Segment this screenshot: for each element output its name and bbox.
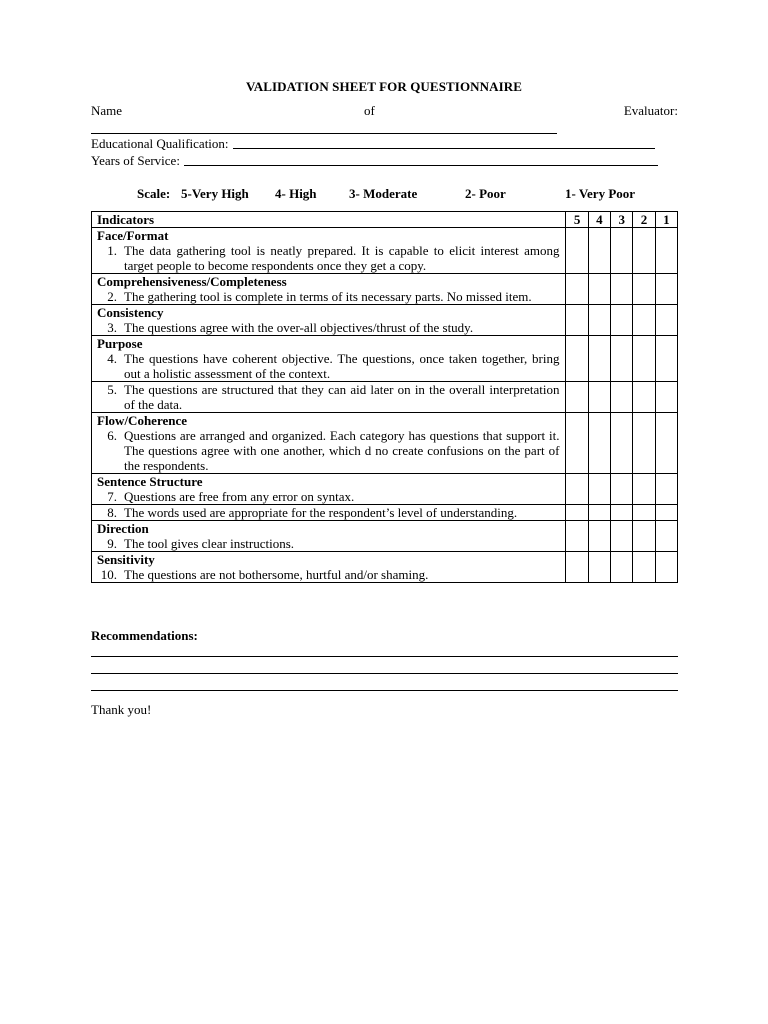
item-5-1-score-3-cell[interactable]: [611, 505, 633, 521]
indicator-text: The questions agree with the over-all objectives/thrust of the study.: [124, 320, 474, 335]
item-2-0-score-5-cell[interactable]: [566, 305, 588, 336]
indicator-item: [97, 536, 559, 551]
indicator-item: [97, 428, 559, 473]
item-0-0-score-2-cell[interactable]: [633, 228, 655, 274]
score-header-2: 2: [633, 212, 655, 228]
indicator-cell: [92, 274, 566, 305]
item-4-0-score-3-cell[interactable]: [611, 413, 633, 474]
item-3-0-score-4-cell[interactable]: [588, 336, 610, 382]
evaluator-label: Evaluator:: [623, 103, 678, 118]
indicator-cell: [92, 336, 566, 382]
item-5-1-score-5-cell[interactable]: [566, 505, 588, 521]
indicator-number: 7.: [107, 489, 117, 504]
item-1-0-score-1-cell[interactable]: [655, 274, 677, 305]
indicator-number: 5.: [107, 382, 117, 397]
indicator-item: [97, 382, 559, 412]
score-header-4: 4: [588, 212, 610, 228]
category-heading: Sentence Structure: [97, 474, 203, 489]
category-heading: Sensitivity: [97, 552, 155, 567]
item-7-0-score-2-cell[interactable]: [633, 552, 655, 583]
table-row: [92, 274, 678, 305]
table-row: [92, 552, 678, 583]
item-1-0-score-5-cell[interactable]: [566, 274, 588, 305]
indicator-number: 8.: [107, 505, 117, 520]
indicator-item: [97, 567, 559, 582]
item-1-0-score-3-cell[interactable]: [611, 274, 633, 305]
item-5-0-score-2-cell[interactable]: [633, 474, 655, 505]
years-of-service-blank[interactable]: [184, 165, 658, 166]
item-0-0-score-5-cell[interactable]: [566, 228, 588, 274]
indicator-text: The questions are not bothersome, hurtful and/or shaming.: [124, 567, 429, 582]
indicator-number: 2.: [107, 289, 117, 304]
item-0-0-score-3-cell[interactable]: [611, 228, 633, 274]
item-3-0-score-1-cell[interactable]: [655, 336, 677, 382]
indicator-cell: [92, 228, 566, 274]
table-row: [92, 505, 678, 521]
indicator-cell: [92, 305, 566, 336]
item-7-0-score-5-cell[interactable]: [566, 552, 588, 583]
document-title: VALIDATION SHEET FOR QUESTIONNAIRE: [245, 79, 523, 94]
score-header-3: 3: [611, 212, 633, 228]
item-7-0-score-1-cell[interactable]: [655, 552, 677, 583]
item-5-1-score-2-cell[interactable]: [633, 505, 655, 521]
scale-level-5: 5-Very High: [181, 186, 249, 201]
item-3-0-score-3-cell[interactable]: [611, 336, 633, 382]
table-row: [92, 521, 678, 552]
indicator-item: [97, 351, 559, 381]
indicator-text: Questions are arranged and organized. Each category has questions that support it. The questions agree with one another, which d no create confusions on the part of the respondents.: [124, 428, 560, 473]
item-0-0-score-1-cell[interactable]: [655, 228, 677, 274]
indicator-cell: [92, 521, 566, 552]
recommendations-label: Recommendations:: [91, 628, 198, 643]
scale-level-2: 2- Poor: [465, 186, 506, 201]
of-label: of: [364, 103, 375, 118]
indicator-cell: [92, 474, 566, 505]
item-7-0-score-3-cell[interactable]: [611, 552, 633, 583]
table-row: [92, 336, 678, 382]
years-of-service-label: Years of Service:: [91, 153, 180, 168]
indicator-text: The gathering tool is complete in terms of its necessary parts. No missed item.: [124, 289, 532, 304]
item-3-1-score-2-cell[interactable]: [633, 382, 655, 413]
category-heading: Flow/Coherence: [97, 413, 188, 428]
scale-level-4: 4- High: [275, 186, 317, 201]
name-label: Name: [91, 103, 123, 118]
indicator-text: The tool gives clear instructions.: [124, 536, 295, 551]
item-3-1-score-1-cell[interactable]: [655, 382, 677, 413]
scale-level-3: 3- Moderate: [349, 186, 418, 201]
name-blank-line[interactable]: [91, 133, 557, 134]
item-4-0-score-1-cell[interactable]: [655, 413, 677, 474]
item-0-0-score-4-cell[interactable]: [588, 228, 610, 274]
indicator-item: [97, 243, 559, 273]
item-6-0-score-4-cell[interactable]: [588, 521, 610, 552]
indicator-cell: [92, 552, 566, 583]
indicator-cell: [92, 505, 566, 521]
item-2-0-score-2-cell[interactable]: [633, 305, 655, 336]
indicator-number: 1.: [107, 243, 117, 258]
indicator-item: [97, 320, 559, 335]
item-4-0-score-4-cell[interactable]: [588, 413, 610, 474]
indicator-text: The data gathering tool is neatly prepared. It is capable to elicit interest among target people to become respondents once they get a copy.: [124, 243, 560, 273]
item-2-0-score-1-cell[interactable]: [655, 305, 677, 336]
item-1-0-score-4-cell[interactable]: [588, 274, 610, 305]
item-5-1-score-1-cell[interactable]: [655, 505, 677, 521]
table-header-row: [92, 212, 678, 228]
item-2-0-score-3-cell[interactable]: [611, 305, 633, 336]
years-of-service-field: [91, 153, 658, 169]
item-6-0-score-3-cell[interactable]: [611, 521, 633, 552]
indicator-number: 10.: [100, 567, 117, 582]
indicator-item: [97, 489, 559, 504]
item-5-0-score-1-cell[interactable]: [655, 474, 677, 505]
indicator-item: [97, 505, 559, 520]
table-row: [92, 305, 678, 336]
item-4-0-score-2-cell[interactable]: [633, 413, 655, 474]
indicator-number: 6.: [107, 428, 117, 443]
recommendations-line-1[interactable]: [91, 656, 678, 657]
table-row: [92, 382, 678, 413]
item-7-0-score-4-cell[interactable]: [588, 552, 610, 583]
item-3-1-score-4-cell[interactable]: [588, 382, 610, 413]
recommendations-line-2[interactable]: [91, 673, 678, 674]
item-6-0-score-5-cell[interactable]: [566, 521, 588, 552]
item-5-0-score-3-cell[interactable]: [611, 474, 633, 505]
indicator-number: 4.: [107, 351, 117, 366]
scale-level-1: 1- Very Poor: [565, 186, 636, 201]
indicator-item: [97, 289, 559, 304]
item-3-1-score-3-cell[interactable]: [611, 382, 633, 413]
indicator-number: 9.: [107, 536, 117, 551]
indicator-number: 3.: [107, 320, 117, 335]
indicator-text: Questions are free from any error on syntax.: [124, 489, 355, 504]
indicators-table: [91, 211, 678, 583]
recommendations-line-3[interactable]: [91, 690, 678, 691]
educational-qualification-field: [91, 136, 655, 152]
item-1-0-score-2-cell[interactable]: [633, 274, 655, 305]
indicator-text: The words used are appropriate for the respondent’s level of understanding.: [124, 505, 518, 520]
item-6-0-score-1-cell[interactable]: [655, 521, 677, 552]
category-heading: Direction: [97, 521, 149, 536]
table-row: [92, 474, 678, 505]
indicator-text: The questions have coherent objective. The questions, once taken together, bring out a holistic assessment of the context.: [124, 351, 560, 381]
item-3-0-score-5-cell[interactable]: [566, 336, 588, 382]
item-4-0-score-5-cell[interactable]: [566, 413, 588, 474]
item-3-0-score-2-cell[interactable]: [633, 336, 655, 382]
item-6-0-score-2-cell[interactable]: [633, 521, 655, 552]
score-header-5: 5: [566, 212, 588, 228]
item-5-0-score-4-cell[interactable]: [588, 474, 610, 505]
table-row: [92, 413, 678, 474]
educational-qualification-blank[interactable]: [233, 148, 655, 149]
category-heading: Purpose: [97, 336, 143, 351]
category-heading: Consistency: [97, 305, 164, 320]
item-3-1-score-5-cell[interactable]: [566, 382, 588, 413]
indicator-cell: [92, 413, 566, 474]
indicators-header: Indicators: [92, 212, 566, 228]
closing-text: Thank you!: [91, 702, 152, 717]
table-row: [92, 228, 678, 274]
educational-qualification-label: Educational Qualification:: [91, 136, 229, 151]
score-header-1: 1: [655, 212, 677, 228]
indicator-cell: [92, 382, 566, 413]
name-row: [91, 103, 678, 119]
item-5-0-score-5-cell[interactable]: [566, 474, 588, 505]
item-2-0-score-4-cell[interactable]: [588, 305, 610, 336]
category-heading: Face/Format: [97, 228, 169, 243]
indicator-text: The questions are structured that they can aid later on in the overall interpretation of the data.: [124, 382, 560, 412]
category-heading: Comprehensiveness/Completeness: [97, 274, 287, 289]
scale-prefix: Scale:: [137, 186, 171, 201]
item-5-1-score-4-cell[interactable]: [588, 505, 610, 521]
